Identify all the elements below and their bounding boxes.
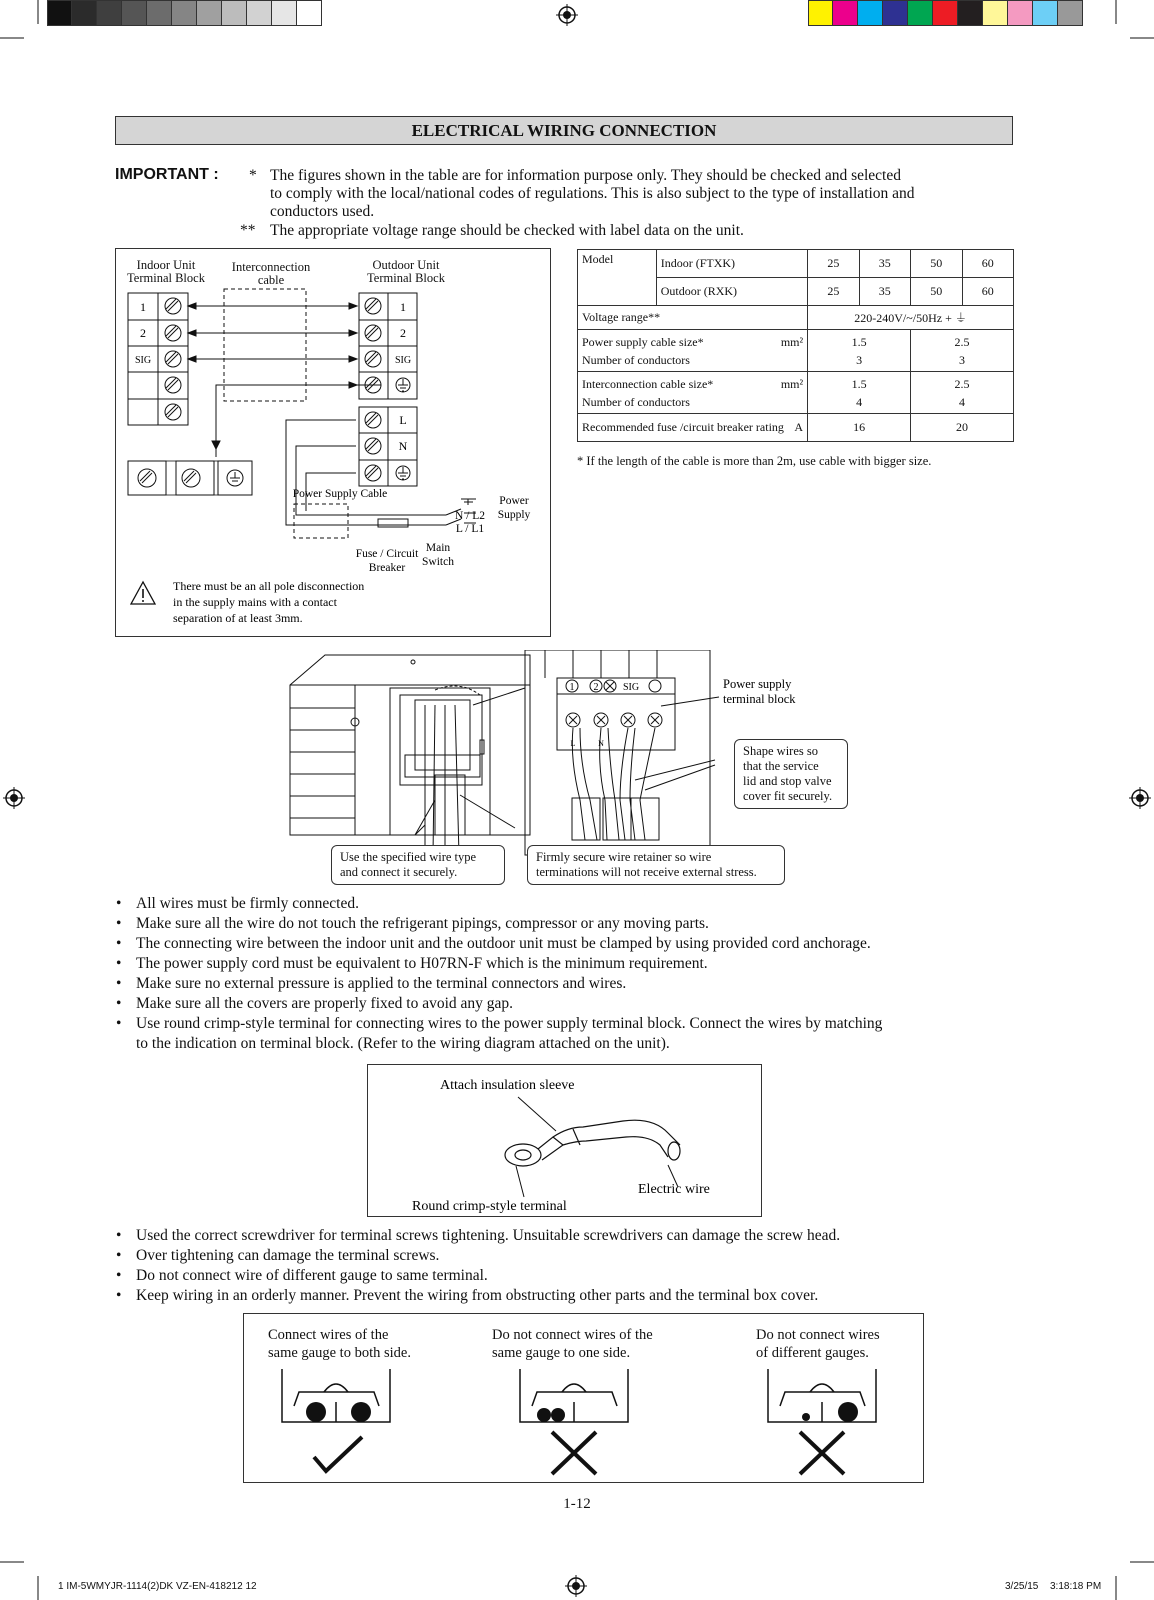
- ic-nb: 4: [959, 394, 966, 409]
- fuse-b: 20: [911, 414, 1014, 442]
- gauge-c2-line2: same gauge to one side.: [492, 1345, 631, 1361]
- ic-a: 1.5: [851, 376, 867, 391]
- psc-unit: mm²: [780, 334, 804, 349]
- indoor-label-1: Indoor Unit: [136, 258, 196, 272]
- warning-icon: [131, 582, 155, 604]
- check-icon: [314, 1437, 362, 1471]
- use-line2: and connect it securely.: [340, 865, 458, 879]
- outdoor-screws: [365, 298, 381, 481]
- screw-rules-list: [114, 1226, 1024, 1306]
- fuse-unit: A: [794, 420, 804, 434]
- warning-line3: separation of at least 3mm.: [173, 611, 303, 625]
- page-number: 1-12: [563, 1496, 591, 1512]
- outdoor-model-60: 60: [962, 278, 1014, 306]
- power-supply-cable-label: Power Supply Cable: [292, 488, 388, 500]
- note2-mark: **: [240, 222, 256, 239]
- indoor-model-35: 35: [859, 250, 910, 278]
- psc-na: 3: [856, 352, 863, 367]
- shape-line4: cover fit securely.: [743, 789, 833, 803]
- spec-table-container: [577, 249, 1014, 468]
- indoor-model-50: 50: [911, 250, 962, 278]
- gauge-c1-line2: same gauge to both side.: [268, 1345, 411, 1361]
- wire-type-callout: [331, 845, 505, 885]
- psc-cell: [578, 330, 808, 372]
- fuse-label: Recommended fuse /circuit breaker rating: [582, 420, 784, 434]
- gauge-graphics: [244, 1314, 925, 1484]
- outdoor-t1: 1: [400, 300, 406, 314]
- outdoor-model-35: 35: [859, 278, 910, 306]
- indoor-tsig: SIG: [134, 355, 152, 366]
- main-switch-label-2: Switch: [422, 556, 454, 568]
- list-item: • Make sure all the wire do not touch the refrigerant pipings, compressor or any moving parts.: [114, 914, 1024, 934]
- ic-unit: mm²: [780, 376, 804, 391]
- indoor-ground-block: [128, 461, 252, 495]
- power-supply-label-1: Power: [499, 495, 529, 507]
- firm-line2: terminations will not receive external stress.: [536, 865, 757, 879]
- fuse-a: 16: [808, 414, 911, 442]
- crimp-terminal-graphic: [368, 1065, 763, 1218]
- power-supply-tb-label-1: Power supply: [723, 677, 792, 691]
- shape-line1: Shape wires so: [743, 744, 818, 758]
- ground-symbols: [396, 378, 410, 480]
- warning-line1: There must be an all pole disconnection: [173, 579, 365, 593]
- important-note-2: The appropriate voltage range should be checked with label data on the unit.: [270, 222, 744, 239]
- note1-line3: conductors used.: [270, 203, 375, 220]
- ic-cell: [578, 372, 808, 414]
- electric-wire-label: Electric wire: [638, 1182, 710, 1197]
- indoor-t1: 1: [140, 300, 146, 314]
- list-item: • Over tightening can damage the terminal screws.: [114, 1246, 1024, 1266]
- list-item: • Make sure all the covers are properly fixed to avoid any gap.: [114, 994, 1024, 1014]
- wire-retainer-callout: [527, 845, 785, 885]
- spec-footnote: * If the length of the cable is more than 2m, use cable with bigger size.: [577, 454, 932, 468]
- list-item: • The power supply cord must be equivalent to H07RN-F which is the minimum requirement.: [114, 954, 1024, 974]
- outdoor-header: Outdoor (RXK): [656, 278, 807, 306]
- crimp-terminal-figure: [367, 1064, 762, 1217]
- psc-b: 2.5: [954, 334, 970, 349]
- tb-label-sig: SIG: [622, 682, 640, 693]
- crimp-terminal-label: Round crimp-style terminal: [412, 1199, 567, 1214]
- outdoor-model-25: 25: [808, 278, 859, 306]
- list-item: • Do not connect wire of different gauge to same terminal.: [114, 1266, 1024, 1286]
- ic-na: 4: [856, 394, 863, 409]
- psc-label: Power supply cable size*: [582, 334, 704, 349]
- footer-time: 3:18:18 PM: [1050, 1581, 1102, 1592]
- section-title: ELECTRICAL WIRING CONNECTION: [115, 116, 1013, 145]
- voltage-label: Voltage range**: [578, 306, 808, 330]
- use-line1: Use the specified wire type: [340, 850, 477, 864]
- inter-label-2: cable: [257, 273, 285, 287]
- psc-large: [911, 330, 1014, 372]
- nl2-label: N / L2: [454, 510, 486, 522]
- spec-table: [577, 249, 1014, 442]
- gauge-c2-line1: Do not connect wires of the: [492, 1327, 653, 1343]
- tb-label-1: 1: [569, 682, 575, 693]
- power-n: N: [398, 439, 408, 453]
- voltage-value: 220-240V/~/50Hz + ⏚: [808, 306, 1014, 330]
- ic-large: [911, 372, 1014, 414]
- wire-gauge-figure: [243, 1313, 924, 1483]
- power-l: L: [399, 413, 407, 427]
- shape-line3: lid and stop valve: [743, 774, 832, 788]
- main-switch-label-1: Main: [425, 542, 451, 554]
- tb-label-l: L: [570, 739, 576, 748]
- list-item: • Make sure no external pressure is applied to the terminal connectors and wires.: [114, 974, 1024, 994]
- fuse-label-1: Fuse / Circuit: [355, 548, 419, 560]
- footer-file-info: 1 IM-5WMYJR-1114(2)DK VZ-EN-418212 12: [58, 1581, 257, 1592]
- ic-label: Interconnection cable size*: [582, 376, 714, 391]
- ic-b: 2.5: [954, 376, 970, 391]
- sleeve-label: Attach insulation sleeve: [440, 1078, 575, 1093]
- gauge-c3-line1: Do not connect wires: [756, 1327, 880, 1343]
- firm-line1: Firmly secure wire retainer so wire: [536, 850, 712, 864]
- gauge-c3-line2: of different gauges.: [756, 1345, 869, 1361]
- shape-wires-callout: [734, 739, 848, 809]
- note1-mark: *: [249, 167, 257, 184]
- indoor-model-60: 60: [962, 250, 1014, 278]
- outdoor-label-1: Outdoor Unit: [372, 258, 440, 272]
- cross-icon: [800, 1432, 844, 1474]
- gauge-c1-line1: Connect wires of the: [268, 1327, 389, 1343]
- bullet7-line2: to the indication on terminal block. (Refer to the wiring diagram attached on the unit).: [136, 1035, 670, 1052]
- fuse-label-2: Breaker: [368, 562, 406, 574]
- cross-icon: [552, 1432, 596, 1474]
- list-item: • Used the correct screwdriver for terminal screws tightening. Unsuitable screwdrivers can damage the screw head.: [114, 1226, 1024, 1246]
- note1-line2: to comply with the local/national codes of regulations. This is also subject to the type of installation and: [270, 185, 915, 202]
- psc-n-label: Number of conductors: [582, 352, 690, 367]
- outdoor-tsig: SIG: [394, 355, 412, 366]
- psc-small: [808, 330, 911, 372]
- indoor-t2: 2: [140, 326, 146, 340]
- list-item: • Keep wiring in an orderly manner. Prevent the wiring from obstructing other parts and the terminal box cover.: [114, 1286, 1024, 1306]
- important-label: IMPORTANT :: [115, 166, 219, 183]
- note1-line1: The figures shown in the table are for information purpose only. They should be checked and selected: [270, 167, 901, 184]
- power-supply-label-2: Supply: [497, 509, 531, 521]
- model-header: Model: [578, 250, 657, 306]
- indoor-header: Indoor (FTXK): [656, 250, 807, 278]
- outdoor-t2: 2: [400, 326, 406, 340]
- wiring-diagram: [115, 248, 551, 637]
- psc-a: 1.5: [851, 334, 867, 349]
- tb-label-n: N: [598, 739, 604, 748]
- list-item: [114, 1014, 1024, 1054]
- outdoor-label-2: Terminal Block: [367, 271, 445, 285]
- wiring-diagram-graphic: [116, 249, 552, 638]
- list-item: • The connecting wire between the indoor unit and the outdoor unit must be clamped by using provided cord anchorage.: [114, 934, 1024, 954]
- fuse-cell: [578, 414, 808, 442]
- important-note-1: [270, 167, 1015, 221]
- inter-label-1: Interconnection: [231, 260, 311, 274]
- psc-nb: 3: [959, 352, 966, 367]
- indoor-model-25: 25: [808, 250, 859, 278]
- bullet7-line1: • Use round crimp-style terminal for connecting wires to the power supply terminal block. Connect the wires by matching: [136, 1015, 883, 1032]
- shape-line2: that the service: [743, 759, 819, 773]
- ll1-label: L / L1: [455, 523, 485, 535]
- ic-small: [808, 372, 911, 414]
- power-supply-tb-label-2: terminal block: [723, 692, 796, 706]
- outdoor-model-50: 50: [911, 278, 962, 306]
- wiring-rules-list: [114, 894, 1024, 1054]
- indoor-label-2: Terminal Block: [127, 271, 205, 285]
- ic-n-label: Number of conductors: [582, 394, 690, 409]
- warning-line2: in the supply mains with a contact: [173, 595, 337, 609]
- indoor-screws: [165, 298, 181, 420]
- tb-label-2: 2: [593, 682, 599, 693]
- footer-date: 3/25/15: [1005, 1581, 1039, 1592]
- list-item: • All wires must be firmly connected.: [114, 894, 1024, 914]
